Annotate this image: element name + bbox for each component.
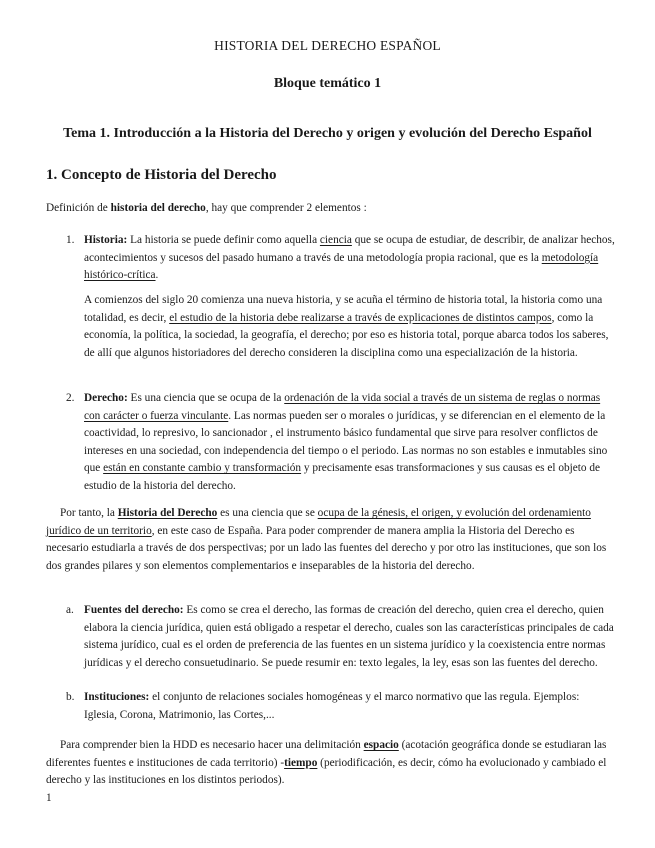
topic-title: Tema 1. Introducción a la Historia del Derecho y origen y evolución del Derecho Español [63,126,592,141]
list-marker: b. [66,691,75,703]
term-historia: Historia: [84,234,128,246]
underlined-text: están en constante cambio y transformación [103,462,302,475]
list-marker: 1. [66,234,75,246]
term-fuentes: Fuentes del derecho: [84,604,184,616]
list-item-content: Instituciones: el conjunto de relaciones sociales homogéneas y el marco normativo que las regula. Ejemplos: Iglesia, Corona, Matrimonio, las Cortes,... [84,691,580,721]
bold-term: historia del derecho [110,202,206,214]
bold-underlined-term: espacio [363,739,399,751]
list-item-fuentes [66,602,615,672]
list-item-content: Fuentes del derecho: Es como se crea el derecho, las formas de creación del derecho, quien crea el derecho, quien elabora la ciencia jurídica, quien está obligado a respetar el derecho, cuales son las características principales de cada sistema jurídico, cual es el orden de preferencia de las fuentes en un sistema jurídico y la coexistencia entre normas jurídicas y el derecho consuetudinario. Se puede resumir en: texto legales, la ley, esas son las fuentes del derecho. [84,604,614,669]
term-instituciones: Instituciones: [84,691,150,703]
list-item-content: Derecho: Es una ciencia que se ocupa de la ordenación de la vida social a través de un sistema de reglas o normas con carácter o fuerza vinculante. Las normas pueden ser o morales o jurídicas, y se diferencian en el elemento de la coactividad, lo represivo, lo sancionador , el instrumento básico fundamental que sirve para resolver conflictos de intereses en una sociedad, con independencia del tiempo o el periodo. Las normas no son estables e inmutables sino que están en constante cambio y transformación y precisamente esas transformaciones y sus causas es el objeto de estudio de la historia del derecho. [84,392,608,492]
list-item-derecho [66,390,615,496]
list-item-instituciones [66,689,615,724]
bold-underlined-term: tiempo [284,756,318,769]
list-marker: 2. [66,392,75,404]
underlined-text: metodología histórico-crítica [84,251,599,282]
list-item-historia [66,232,615,285]
intro-paragraph: Definición de historia del derecho, hay que comprender 2 elementos : [46,202,367,214]
page-number: 1 [46,792,52,804]
historia-paragraph-2: A comienzos del siglo 20 comienza una nueva historia, y se acuña el término de historia total, la historia como una totalidad, es decir, el estudio de la historia debe realizarse a través de explicaciones de distintos campos, como la economía, la política, la sociedad, la geografía, el derecho; por eso es historia total, porque abarca todos los saberes, de allí que algunos historiadores del derecho consideren la disciplina como una especialización de la historia. [84,294,609,359]
underlined-text: el estudio de la historia debe realizarse a través de explicaciones de distintos campos [169,311,552,324]
paragraph-hdd: Para comprender bien la HDD es necesario hacer una delimitación espacio (acotación geográfica donde se estudiaran las diferentes fuentes e instituciones de cada territorio) -tiempo (periodificación, es decir, cómo ha evolucionado y cambiado el derecho y las instituciones en los distintos periodos). [46,739,607,787]
list-marker: a. [66,604,74,616]
paragraph-historia-del-derecho: Por tanto, la Historia del Derecho es una ciencia que se ocupa de la génesis, el origen, y evolución del ordenamiento jurídico de un territorio, en este caso de España. Para poder comprender de manera amplia la Historia del Derecho es necesario estudiarla a través de dos perspectivas; por un lado las fuentes del derecho y por otro las instituciones, que son los dos grandes pilares y son elementos complementarios e inseparables de la historia del derecho. [46,507,607,572]
block-title: Bloque temático 1 [273,76,382,91]
underlined-text: ciencia [319,234,352,246]
section-heading: 1. Concepto de Historia del Derecho [46,167,277,183]
list-item-content: Historia: La historia se puede definir como aquella ciencia que se ocupa de estudiar, de describir, de analizar hechos, acontecimientos y sucesos del pasado humano a través de una metodología propia racional, que es la metodología histórico-crítica. [84,234,615,282]
bold-underlined-term: Historia del Derecho [117,507,218,519]
document-title: HISTORIA DEL DERECHO ESPAÑOL [214,38,441,53]
term-derecho: Derecho: [84,392,128,404]
underlined-text: ordenación de la vida social a través de un sistema de reglas o normas con carácter o fuerza vinculante [84,392,601,422]
underlined-text: ocupa de la génesis, el origen, y evolución del ordenamiento jurídico de un territorio [46,507,591,537]
